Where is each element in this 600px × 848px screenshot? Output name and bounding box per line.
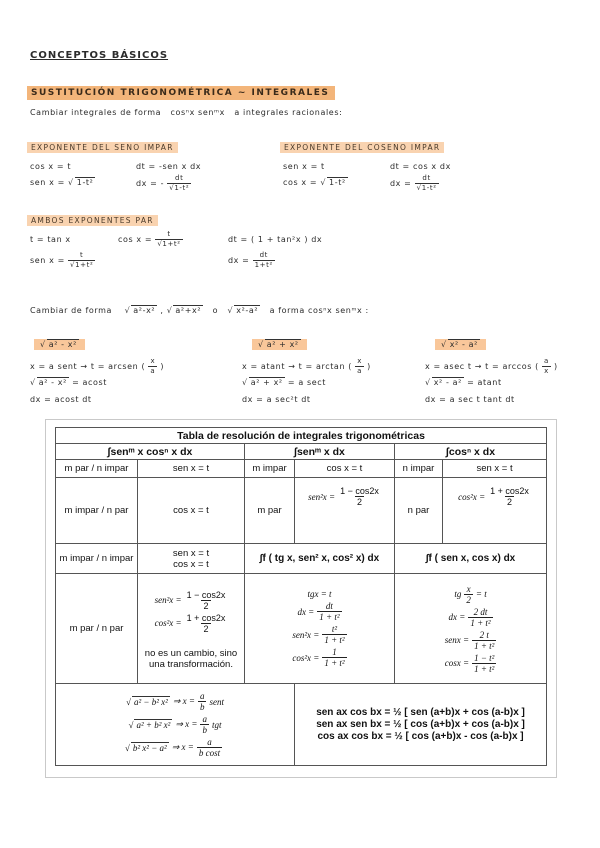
- both-even-t: t = tan x: [30, 235, 71, 244]
- odd-cosine-l2a-rad: 1-t²: [329, 178, 346, 187]
- cell-cos-t: cos x = t: [295, 460, 395, 478]
- formula-lhs: sen²x =: [292, 629, 320, 640]
- formula-frac: [338, 486, 381, 507]
- frac-den: b: [199, 702, 205, 712]
- intro-prefix: Cambiar integrales de forma: [30, 108, 162, 117]
- sqrt-icon: √: [126, 696, 131, 707]
- table-title: Tabla de resolución de integrales trigonométricas: [56, 428, 547, 444]
- sub-col-2: √ a² + x² x = atant → t = arctan ( $\frac{x}{a}$ ) √ a² + x² = a sect dx = a sec²t dt: [242, 340, 371, 404]
- odd-sine-l1a: cos x = t: [30, 162, 72, 171]
- change-sep2: o: [212, 306, 219, 315]
- formula-line: tgx = t: [307, 589, 332, 599]
- odd-cosine-l2a-lhs: cos x =: [283, 178, 318, 187]
- frac-den: 1+t²: [254, 261, 273, 269]
- sub-col-3: √ x² - a² x = asec t → t = arccos ( $\frac{a}{x}$ ) √ x² - a² = atant dx = a sec t tant dt: [425, 340, 558, 404]
- frac-den: 1 + t²: [319, 612, 340, 622]
- cell-m-impar: m impar: [245, 460, 295, 478]
- frac-den: [155, 239, 182, 249]
- frac-den-rad: 1+t²: [75, 261, 94, 269]
- formula-lhs: dx =: [448, 612, 466, 622]
- frac-num: a: [544, 357, 549, 365]
- change-r1: a²-x²: [133, 306, 156, 315]
- both-even-sen-lhs: sen x =: [30, 256, 65, 265]
- frac-num: t: [167, 230, 171, 238]
- frac-num: dt: [175, 174, 184, 182]
- root-tail: tgt: [211, 719, 222, 730]
- formula-lhs: cosx =: [444, 658, 470, 668]
- cell-n-par: n par: [395, 478, 443, 544]
- sub-label-2-rad: a² + x²: [266, 340, 299, 349]
- cell-m-impar-n-par: m impar / n par: [56, 478, 138, 544]
- cell-n-impar: n impar: [395, 460, 443, 478]
- sub-2-line2-rad: a² + x²: [250, 378, 283, 387]
- odd-cosine-l2b-lhs: dx =: [390, 179, 412, 188]
- cell-sen-t: sen x = t: [138, 460, 245, 478]
- frac-den: 2: [507, 497, 513, 507]
- sqrt-icon: [258, 340, 264, 349]
- header-sen-cos: ∫senᵐ x cosⁿ x dx: [56, 444, 245, 460]
- cell-m-par-n-impar: m par / n impar: [56, 460, 138, 478]
- frac-num: 1 − cos2x: [186, 589, 226, 600]
- frac-den: b cost: [198, 748, 221, 758]
- frac-den: 2: [203, 600, 209, 611]
- sub-3-line2-rad: x² - a²: [433, 378, 462, 387]
- sub-2-frac: [355, 357, 364, 376]
- cell-sen-cos-t: [138, 544, 245, 574]
- cell-sen-t-2: sen x = t: [443, 460, 547, 478]
- sqrt-icon: [68, 178, 74, 187]
- formula-frac: [317, 601, 341, 622]
- frac-den: 1 + t²: [474, 663, 495, 674]
- header-cos: ∫cosⁿ x dx: [395, 444, 547, 460]
- cell-product-to-sum: [295, 684, 547, 766]
- both-even-dx-lhs: dx =: [228, 256, 250, 265]
- formula-frac: [200, 714, 209, 735]
- frac-den-rad: 1-t²: [174, 184, 190, 192]
- formula-frac: [468, 607, 492, 628]
- identity-line: sen ax cos bx = ½ [ sen (a+b)x + cos (a-b)x ]: [316, 706, 525, 718]
- frac-num: 1 + cos2x: [490, 486, 529, 496]
- root-expr: [129, 720, 173, 730]
- formula-lhs: sen²x =: [154, 595, 182, 605]
- header-sen: ∫senᵐ x dx: [245, 444, 395, 460]
- sqrt-icon: [30, 378, 36, 387]
- intro-suffix: a integrales racionales:: [234, 108, 343, 117]
- root-arrow: ⇒ x =: [172, 696, 195, 706]
- odd-sine-l2a-rad: 1-t²: [76, 178, 94, 187]
- root-arrow: ⇒ x =: [171, 742, 194, 752]
- sub-1-frac: [148, 357, 157, 376]
- root-expr: [125, 743, 169, 753]
- sub-3-frac: [542, 357, 551, 376]
- frac-num: x: [466, 583, 471, 594]
- odd-cosine-l1b: dt = cos x dx: [390, 162, 451, 171]
- both-even-sen-frac: [68, 251, 95, 270]
- odd-cosine-l2b: [390, 174, 439, 193]
- line: sen x = t: [172, 547, 210, 559]
- frac-num: 1: [332, 647, 337, 657]
- formula-frac: [197, 737, 222, 758]
- frac-den-rad: 1-t²: [421, 184, 437, 192]
- formula-lhs: senx =: [444, 635, 470, 645]
- odd-cosine-label: EXPONENTE DEL COSENO IMPAR: [280, 142, 444, 153]
- odd-sine-l2b-frac: [167, 174, 191, 193]
- root-rad: a² − b² x²: [133, 696, 168, 707]
- frac-num: dt: [259, 251, 268, 259]
- page-title: CONCEPTOS BÁSICOS: [30, 50, 169, 61]
- frac-num: a: [199, 691, 205, 701]
- sub-2-line2: = a sect: [287, 378, 327, 387]
- integrals-table: [55, 427, 547, 766]
- sub-label-1-rad: a² - x²: [48, 340, 77, 349]
- odd-cosine-l1a: sen x = t: [283, 162, 325, 171]
- root-rad: a² + b² x²: [136, 719, 171, 730]
- root-tail: sent: [209, 696, 224, 707]
- odd-sine-l1b: dt = -sen x dx: [136, 162, 202, 171]
- sub-label-2: [252, 339, 307, 350]
- sqrt-icon: [320, 178, 326, 187]
- sqrt-icon: [441, 340, 447, 349]
- note-line: una transformación.: [149, 658, 233, 670]
- frac-den: a: [150, 367, 156, 375]
- frac-num: 2 t: [479, 629, 489, 640]
- frac-den: [68, 260, 95, 270]
- odd-sine-l2b: [136, 174, 191, 193]
- frac-num: x: [357, 357, 362, 365]
- formula-frac: [488, 486, 531, 507]
- sub-3-line3: dx = a sec t tant dt: [425, 395, 515, 404]
- frac-num: dt: [422, 174, 431, 182]
- frac-num: x: [150, 357, 156, 365]
- odd-sine-l2a-lhs: sen x =: [30, 178, 65, 187]
- change-line: [30, 306, 369, 315]
- sub-1-line1: x = a sent → t = arcsen: [30, 362, 139, 371]
- frac-den: 2: [466, 594, 471, 605]
- both-even-cos: [118, 230, 183, 249]
- odd-sine-l2a: [30, 178, 95, 187]
- change-prefix: Cambiar de forma: [30, 306, 113, 315]
- line: cos x = t: [173, 558, 209, 570]
- formula-frac: [464, 584, 473, 605]
- formula-lhs: sen²x =: [308, 491, 336, 502]
- frac-num: 1 − t²: [474, 652, 495, 663]
- frac-den: 1 + t²: [324, 635, 345, 645]
- change-sep1: ,: [160, 306, 164, 315]
- frac-num: a: [202, 714, 207, 724]
- frac-den: x: [544, 367, 549, 375]
- section-heading: SUSTITUCIÓN TRIGONOMÉTRICA ~ INTEGRALES: [27, 86, 335, 100]
- formula-frac: [472, 653, 496, 674]
- frac-den: [167, 183, 191, 193]
- formula-lhs: cos²x =: [292, 652, 320, 663]
- root-rad: b² x² − a²: [132, 742, 167, 753]
- frac-den-rad: 1+t²: [162, 240, 181, 248]
- frac-den: a: [357, 367, 363, 375]
- sub-2-line3: dx = a sec²t dt: [242, 395, 311, 404]
- sqrt-icon: [228, 306, 234, 315]
- sub-1-line2-rad: a² - x²: [38, 378, 67, 387]
- sqrt-icon: [425, 378, 431, 387]
- both-even-dx: [228, 251, 275, 270]
- sub-col-1: √ a² - x² x = a sent → t = arcsen ( $\frac{x}{a}$ ) √ a² - x² = acost dx = acost dt: [30, 340, 164, 404]
- root-arrow: ⇒ x =: [175, 719, 198, 729]
- cell-root-substitutions: [56, 684, 295, 766]
- frac-num: t: [80, 251, 84, 259]
- both-even-cos-lhs: cos x =: [118, 235, 153, 244]
- cell-m-impar-n-impar: m impar / n impar: [56, 544, 138, 574]
- formula-frac: [185, 613, 228, 634]
- frac-den: [415, 183, 439, 193]
- formula-lhs: cos²x =: [154, 618, 182, 628]
- both-even-cos-frac: [155, 230, 182, 249]
- formula-lhs: dx =: [297, 606, 315, 617]
- sub-2-line1: x = atant → t = arctan: [242, 362, 346, 371]
- sqrt-icon: [167, 306, 173, 315]
- change-r3: x²-a²: [236, 306, 259, 315]
- frac-den: 2: [203, 623, 209, 634]
- formula-lhs: tg: [454, 589, 462, 599]
- cell-sen2-formula: [295, 478, 395, 544]
- sqrt-icon: [242, 378, 248, 387]
- frac-num: a: [207, 737, 212, 747]
- cell-half-angle-subst: [395, 574, 547, 684]
- sqrt-icon: [40, 340, 46, 349]
- frac-den: 1 + t²: [474, 640, 495, 651]
- cell-cos-t-2: cos x = t: [138, 478, 245, 544]
- sub-1-line3: dx = acost dt: [30, 395, 92, 404]
- sub-3-line2: = atant: [467, 378, 502, 387]
- frac-num: dt: [325, 601, 333, 611]
- intro-line: [30, 108, 342, 117]
- odd-sine-label: EXPONENTE DEL SENO IMPAR: [27, 142, 178, 153]
- identity-line: sen ax sen bx = ½ [ cos (a+b)x + cos (a-b)x ]: [316, 718, 525, 730]
- frac-den: 1 + t²: [324, 658, 345, 668]
- sub-label-3-rad: x² - a²: [449, 340, 478, 349]
- cell-cos2-formula: [443, 478, 547, 544]
- sub-1-line2: = acost: [72, 378, 108, 387]
- cell-transform: [138, 574, 245, 684]
- header-f-tg: ∫f ( tg x, sen² x, cos² x) dx: [245, 544, 395, 574]
- sqrt-icon: √: [124, 742, 130, 753]
- formula-rhs: = t: [475, 589, 487, 599]
- identity-line: cos ax cos bx = ½ [ cos (a+b)x - cos (a-b)x ]: [317, 730, 524, 742]
- cell-m-par-n-par: m par / n par: [56, 574, 138, 684]
- sqrt-icon: √: [128, 719, 134, 730]
- sub-label-1: [34, 339, 85, 350]
- formula-frac: [198, 691, 207, 712]
- odd-sine-l2b-lhs: dx = -: [136, 179, 165, 188]
- cell-m-par: m par: [245, 478, 295, 544]
- frac-den: 1 + t²: [470, 617, 491, 628]
- note-line: no es un cambio, sino: [144, 647, 238, 659]
- intro-expr: cosⁿx senᵐx: [170, 108, 225, 117]
- frac-num: 2 dt: [473, 606, 488, 617]
- sub-label-3: [435, 339, 486, 350]
- frac-num: 1 + cos2x: [186, 612, 226, 623]
- sub-3-line1: x = asec t → t = arccos: [425, 362, 532, 371]
- change-suffix: a forma cosⁿx senᵐx :: [269, 306, 369, 315]
- header-f-sen-cos: ∫f ( sen x, cos x) dx: [395, 544, 547, 574]
- formula-lhs: cos²x =: [458, 491, 486, 502]
- frac-num: 1 − cos2x: [340, 486, 379, 496]
- cell-tg-subst: [245, 574, 395, 684]
- both-even-dx-frac: [253, 251, 275, 270]
- change-r2: a²+x²: [175, 306, 202, 315]
- both-even-label: AMBOS EXPONENTES PAR: [27, 215, 158, 226]
- both-even-dt: dt = ( 1 + tan²x ) dx: [228, 235, 323, 244]
- formula-frac: [185, 590, 228, 611]
- odd-cosine-l2b-frac: [415, 174, 439, 193]
- frac-den: b: [202, 725, 207, 735]
- odd-cosine-l2a: [283, 178, 348, 187]
- both-even-sen: [30, 251, 95, 270]
- root-expr: [126, 697, 170, 707]
- formula-frac: [322, 624, 346, 645]
- formula-frac: [322, 647, 346, 668]
- formula-frac: [472, 630, 496, 651]
- frac-den: 2: [356, 497, 362, 507]
- frac-num: t²: [331, 624, 338, 634]
- sqrt-icon: [125, 306, 131, 315]
